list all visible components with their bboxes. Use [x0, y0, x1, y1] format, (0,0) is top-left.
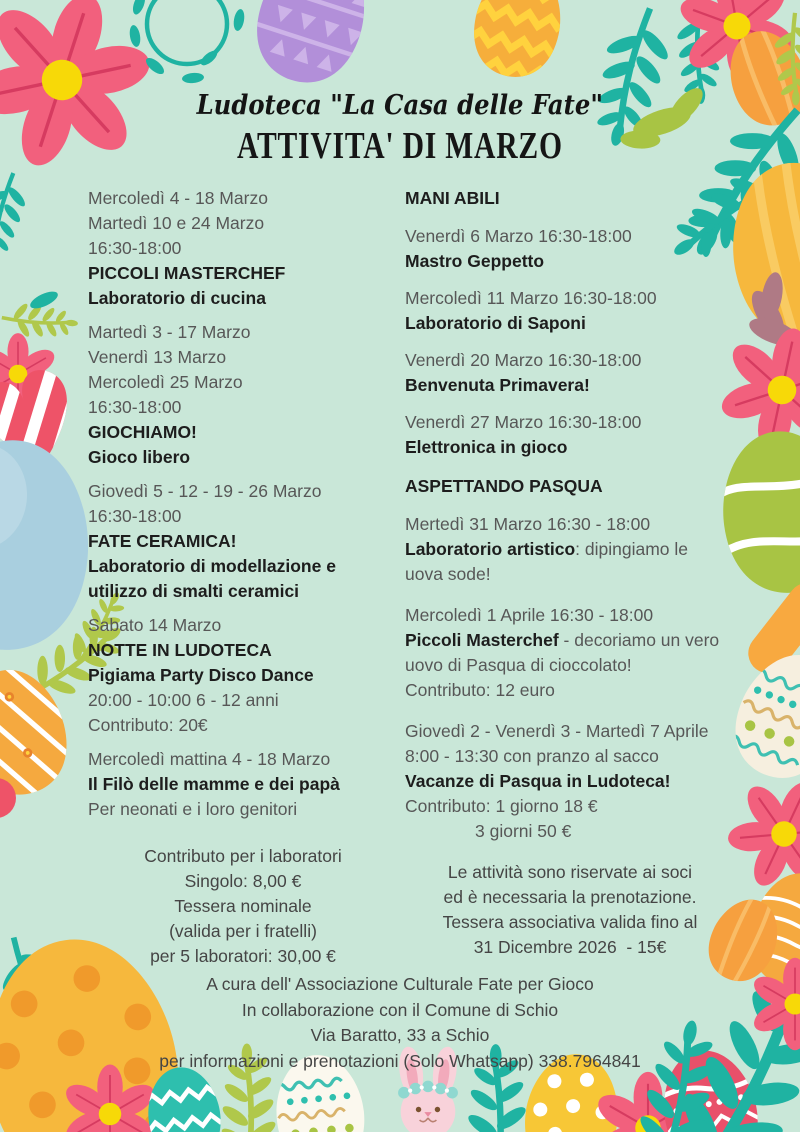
event-title: Laboratorio artistico: [405, 539, 576, 559]
fees-line: Singolo: 8,00 €: [184, 871, 302, 891]
event-date-line: Mercoledì 1 Aprile 16:30 - 18:00: [405, 605, 654, 625]
event-note-line: Per neonati e i loro genitori: [88, 799, 298, 819]
event-date-line: Mercoledì 11 Marzo 16:30-18:00: [405, 288, 657, 308]
event-title: NOTTE IN LUDOTECA: [88, 640, 272, 660]
event-title: Elettronica in gioco: [405, 437, 568, 457]
membership-note: [405, 860, 735, 960]
event-title: GIOCHIAMO!: [88, 422, 197, 442]
page-title: [0, 124, 800, 168]
footer-association-line: A cura dell' Associazione Culturale Fate per Gioco: [206, 974, 594, 994]
event-time-line: 16:30-18:00: [88, 506, 182, 526]
event-mastro-geppetto: [405, 224, 735, 274]
event-title: FATE CERAMICA!: [88, 531, 237, 551]
footer-address-line: Via Baratto, 33 a Schio: [310, 1025, 490, 1045]
fees-line: Tessera nominale: [174, 896, 312, 916]
note-line: Tessera associativa valida fino al: [442, 912, 698, 932]
event-fate-ceramica: [88, 479, 398, 604]
note-line: ed è necessaria la prenotazione.: [443, 887, 697, 907]
event-time-line: 16:30-18:00: [88, 238, 182, 258]
footer: [0, 972, 800, 1074]
section-header-mani-abili: MANI ABILI: [405, 188, 500, 208]
event-description: uova sode!: [405, 564, 491, 584]
event-date-line: Mercoledì mattina 4 - 18 Marzo: [88, 749, 331, 769]
event-title: Benvenuta Primavera!: [405, 375, 590, 395]
ludoteca-script-title-text: Ludoteca "La Casa delle Fate": [196, 90, 604, 121]
event-date-line: Martedì 10 e 24 Marzo: [88, 213, 265, 233]
event-subtitle: Gioco libero: [88, 447, 191, 467]
event-vacanze-di-pasqua: [405, 719, 735, 844]
event-date-line: Venerdì 6 Marzo 16:30-18:00: [405, 226, 632, 246]
event-subtitle: Laboratorio di cucina: [88, 288, 266, 308]
section-header-aspettando-pasqua: ASPETTANDO PASQUA: [405, 476, 603, 496]
event-filo-delle-mamme: [88, 747, 398, 822]
event-date-line: Mercoledì 25 Marzo: [88, 372, 243, 392]
lab-fees-note: [88, 844, 398, 969]
event-piccoli-masterchef: [88, 186, 398, 311]
event-description: : dipingiamo le: [575, 539, 689, 559]
event-giochiamo: [88, 320, 398, 470]
event-title-line: [405, 628, 735, 653]
footer-contact-line: per informazioni e prenotazioni (Solo Whatsapp) 338.7964841: [159, 1050, 641, 1071]
event-date-line: Giovedì 5 - 12 - 19 - 26 Marzo: [88, 481, 322, 501]
event-date-line: Mercoledì 4 - 18 Marzo: [88, 188, 268, 208]
event-date-line: Giovedì 2 - Venerdì 3 - Martedì 7 Aprile: [405, 721, 709, 741]
event-title-line: [405, 537, 735, 562]
event-laboratorio-saponi: [405, 286, 735, 336]
event-notte-in-ludoteca: [88, 613, 398, 738]
event-time-line: 16:30-18:00: [88, 397, 182, 417]
event-date-line: Venerdì 27 Marzo 16:30-18:00: [405, 412, 642, 432]
event-date-line: Mertedì 31 Marzo 16:30 - 18:00: [405, 514, 651, 534]
fees-line: (valida per i fratelli): [169, 921, 317, 941]
ludoteca-script-title: [0, 90, 800, 121]
event-fee-line: Contributo: 1 giorno 18 €: [405, 796, 598, 816]
event-date-line: Venerdì 13 Marzo: [88, 347, 227, 367]
event-title: Mastro Geppetto: [405, 251, 545, 271]
event-subtitle: Laboratorio di modellazione e: [88, 556, 336, 576]
event-title: Laboratorio di Saponi: [405, 313, 586, 333]
fees-line: per 5 laboratori: 30,00 €: [150, 946, 336, 966]
event-date-line: Sabato 14 Marzo: [88, 615, 222, 635]
event-title: Piccoli Masterchef: [405, 630, 559, 650]
event-title: PICCOLI MASTERCHEF: [88, 263, 286, 283]
event-date-line: Martedì 3 - 17 Marzo: [88, 322, 251, 342]
event-fee-line: 3 giorni 50 €: [475, 821, 572, 841]
event-description: uovo di Pasqua di cioccolato!: [405, 655, 632, 675]
event-piccoli-masterchef-pasqua: [405, 603, 735, 703]
left-column: [88, 186, 398, 978]
event-date-line: Venerdì 20 Marzo 16:30-18:00: [405, 350, 642, 370]
event-time-line: 8:00 - 13:30 con pranzo al sacco: [405, 746, 659, 766]
event-time-line: 20:00 - 10:00 6 - 12 anni: [88, 690, 279, 710]
note-line: 31 Dicembre 2026 - 15€: [473, 937, 667, 957]
event-benvenuta-primavera: [405, 348, 735, 398]
page-title-text: ATTIVITA' DI MARZO: [237, 125, 563, 167]
event-title: Vacanze di Pasqua in Ludoteca!: [405, 771, 671, 791]
event-subtitle: utilizzo di smalti ceramici: [88, 581, 300, 601]
event-subtitle: Pigiama Party Disco Dance: [88, 665, 314, 685]
event-title: Il Filò delle mamme e dei papà: [88, 774, 340, 794]
event-fee-line: Contributo: 12 euro: [405, 680, 555, 700]
right-column: [405, 186, 735, 972]
event-laboratorio-artistico: [405, 512, 735, 587]
event-fee-line: Contributo: 20€: [88, 715, 208, 735]
note-line: Le attività sono riservate ai soci: [447, 862, 693, 882]
fees-line: Contributo per i laboratori: [144, 846, 342, 866]
footer-collaboration-line: In collaborazione con il Comune di Schio: [241, 999, 559, 1020]
event-description: - decoriamo un vero: [558, 630, 720, 650]
event-elettronica-in-gioco: [405, 410, 735, 460]
